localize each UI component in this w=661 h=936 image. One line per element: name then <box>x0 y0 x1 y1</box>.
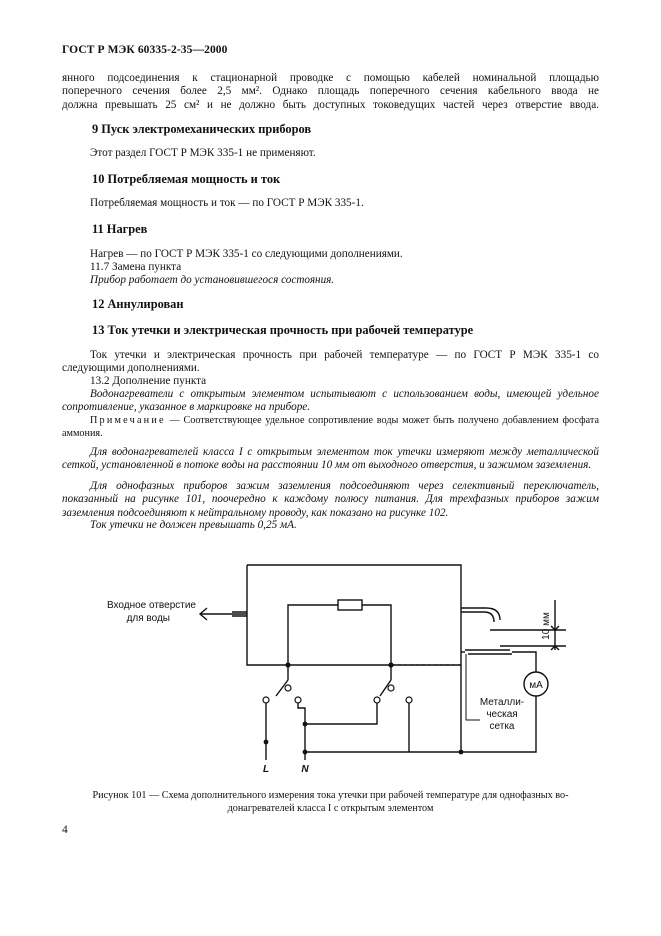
caption-line: донагревателей класса I с открытым элементом <box>227 802 434 814</box>
junction-dot <box>303 750 308 755</box>
switch-left <box>266 664 305 760</box>
section-9-text: Этот раздел ГОСТ Р МЭК 335-1 не применяют. <box>90 147 316 159</box>
inlet-label-1: Входное отверстие <box>106 600 196 611</box>
document-header: ГОСТ Р МЭК 60335-2-35—2000 <box>62 44 228 56</box>
supply-lines <box>305 752 461 760</box>
junction-dot <box>285 662 290 667</box>
label-N: N <box>301 764 309 775</box>
section-11-text: Нагрев — по ГОСТ Р МЭК 335-1 со следующими дополнениями. <box>90 248 403 260</box>
heater-box-left <box>247 565 392 665</box>
junction-dot <box>264 740 269 745</box>
section-13-p5: Ток утечки не должен превышать 0,25 мА. <box>90 519 297 531</box>
switch-contact <box>263 697 269 703</box>
section-10-title: 10 Потребляемая мощность и ток <box>92 172 281 186</box>
switch-contact <box>285 685 291 691</box>
label-L: L <box>262 764 270 775</box>
meter-wire-top <box>512 652 536 672</box>
section-10-text: Потребляемая мощность и ток — по ГОСТ Р МЭК 335-1. <box>90 197 364 209</box>
section-13-p2: Водонагреватели с открытым элементом испытывают с использованием воды, имеющей удельное сопротивление, указанное в маркировке на приборе. <box>62 388 599 414</box>
switch-contact <box>295 697 301 703</box>
caption-line: Рисунок 101 — Схема дополнительного измерения тока утечки при рабочей температуре для однофазных во- <box>92 790 569 801</box>
switch-contact <box>388 685 394 691</box>
section-12-title: 12 Аннулирован <box>92 297 184 311</box>
switch-contact <box>406 697 412 703</box>
intro-line: поперечного сечения более 2,5 мм². Однако площадь поперечного сечения кабельного ввода не <box>62 85 599 98</box>
mesh-pointer <box>466 654 480 720</box>
section-11-title: 11 Нагрев <box>92 222 148 236</box>
heating-resistor <box>338 600 362 610</box>
inlet-label-2: для воды <box>126 613 170 624</box>
switch-right <box>305 664 409 752</box>
junction-dot <box>459 750 464 755</box>
section-13-title: 13 Ток утечки и электрическая прочность при рабочей температуре <box>92 323 474 337</box>
element-wires <box>288 605 391 664</box>
metal-mesh <box>465 650 512 654</box>
page-number: 4 <box>62 824 68 836</box>
figure-caption <box>62 790 599 815</box>
note-label: Примечание <box>90 415 166 426</box>
intro-line: должна превышать 25 см² и не должно быть доступных токоведущих частей через отверстие ввода. <box>62 98 599 111</box>
mesh-label-2: ческая <box>486 709 518 720</box>
heater-box-outline <box>247 565 461 665</box>
section-13-p1: Ток утечки и электрическая прочность при рабочей температуре — по ГОСТ Р МЭК 335-1 со следующими дополнениями. <box>62 349 599 375</box>
intro-line: янного подсоединения к стационарной проводке с помощью кабелей номинальной площадью <box>62 72 599 84</box>
meter-label: мА <box>529 680 543 691</box>
switch-contact <box>374 697 380 703</box>
junction-dot <box>303 722 308 727</box>
dimension-lines <box>490 600 566 650</box>
mesh-label-1: Металли- <box>479 697 525 708</box>
section-11-italic: Прибор работает до установившегося состояния. <box>90 274 335 286</box>
section-13-sub: 13.2 Дополнение пункта <box>90 375 207 387</box>
section-13-p4: Для однофазных приборов зажим заземления подсоединяют через селективный переключатель, показанный на рисунке 101, поочередно к каждому полюсу питания. Для трехфазных приборов зажим заземления подсоединяют к нейтральному проводу, как показано на рисунке 102. <box>62 480 599 519</box>
inlet-arrow <box>200 608 247 620</box>
outlet-spout <box>461 608 500 622</box>
mesh-label-3: сетка <box>489 721 515 732</box>
section-9-title: 9 Пуск электромеханических приборов <box>92 122 312 136</box>
dimension-label: 10 мм <box>541 612 552 640</box>
section-13-p3: Для водонагревателей класса I с открытым элементом ток утечки измеряют между металлической сеткой, установленной в потоке воды на расстоянии 10 мм от выходного отверстия, и зажимом заземления. <box>62 446 599 472</box>
section-11-sub: 11.7 Замена пункта <box>90 261 182 273</box>
note-text: — Соответствующее удельное сопротивление воды может быть получено добавлением фосфата аммония. <box>62 415 599 440</box>
